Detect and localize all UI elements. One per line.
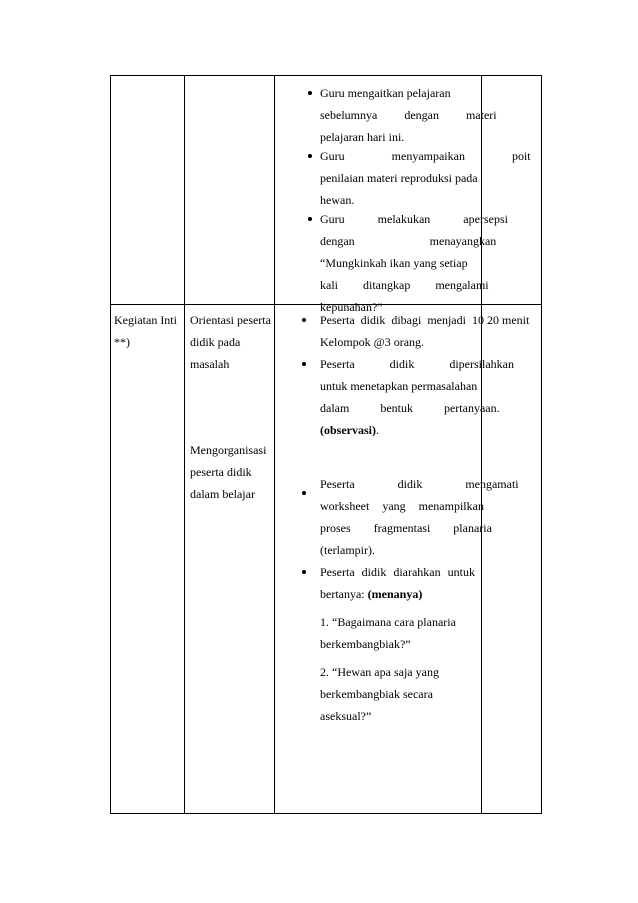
bullet-icon xyxy=(302,362,306,366)
syntax-line: masalah xyxy=(190,357,230,371)
column-divider xyxy=(541,75,542,814)
syntax-line: dalam belajar xyxy=(190,487,255,501)
activity-line: kepunahan?” xyxy=(320,300,383,314)
activity-line: kali ditangkap mengalami xyxy=(320,278,489,292)
syntax-line: Mengorganisasi xyxy=(190,443,267,457)
question-line: 1. “Bagaimana cara planaria xyxy=(320,615,456,629)
bullet-icon xyxy=(308,154,312,158)
question-line: 2. “Hewan apa saja yang xyxy=(320,665,439,679)
question-line: berkembangbiak?” xyxy=(320,637,411,651)
activity-text: bertanya: xyxy=(320,587,368,601)
table-border-bottom xyxy=(110,813,542,814)
activity-line: Guru mengaitkan pelajaran xyxy=(320,86,451,100)
activity-line xyxy=(320,419,379,441)
activity-line: dalam bentuk pertanyaan. xyxy=(320,401,500,415)
activity-line: penilaian materi reproduksi pada xyxy=(320,171,478,185)
activity-line: “Mungkinkah ikan yang setiap xyxy=(320,256,468,270)
bullet-icon xyxy=(308,91,312,95)
stage-note: **) xyxy=(114,335,130,349)
column-divider xyxy=(274,75,275,814)
question-line: berkembangbiak secara xyxy=(320,687,433,701)
activity-line: hewan. xyxy=(320,193,355,207)
activity-line xyxy=(320,583,422,605)
activity-line: Peserta didik dipersilahkan xyxy=(320,357,514,371)
activity-line: (terlampir). xyxy=(320,543,375,557)
activity-line: Peserta didik dibagi menjadi 10 xyxy=(320,313,484,327)
question-line: aseksual?” xyxy=(320,709,372,723)
activity-line: Peserta didik diarahkan untuk xyxy=(320,565,475,579)
activity-line: proses fragmentasi planaria xyxy=(320,521,492,535)
bullet-icon xyxy=(302,318,306,322)
time-allocation: 20 menit xyxy=(487,313,530,327)
activity-line: Guru melakukan apersepsi xyxy=(320,212,508,226)
activity-line: untuk menetapkan permasalahan xyxy=(320,379,478,393)
activity-line: Peserta didik mengamati xyxy=(320,477,519,491)
table-border-top xyxy=(110,75,542,76)
activity-line: pelajaran hari ini. xyxy=(320,130,405,144)
activity-line: worksheet yang menampilkan xyxy=(320,499,484,513)
column-divider xyxy=(481,75,482,814)
stage-label: Kegiatan Inti xyxy=(114,313,177,327)
syntax-line: peserta didik xyxy=(190,465,252,479)
syntax-line: didik pada xyxy=(190,335,241,349)
column-divider xyxy=(184,75,185,814)
activity-line: sebelumnya dengan materi xyxy=(320,108,497,122)
column-divider xyxy=(110,75,111,814)
activity-punct: . xyxy=(376,423,379,437)
syntax-line: Orientasi peserta xyxy=(190,313,271,327)
bullet-icon xyxy=(308,217,312,221)
activity-line: dengan menayangkan xyxy=(320,234,497,248)
activity-keyword: (observasi) xyxy=(320,423,376,437)
activity-keyword: (menanya) xyxy=(367,587,423,601)
activity-line: Kelompok @3 orang. xyxy=(320,335,425,349)
activity-line: Guru menyampaikan poit xyxy=(320,149,531,163)
bullet-icon xyxy=(302,491,306,495)
bullet-icon xyxy=(302,570,306,574)
